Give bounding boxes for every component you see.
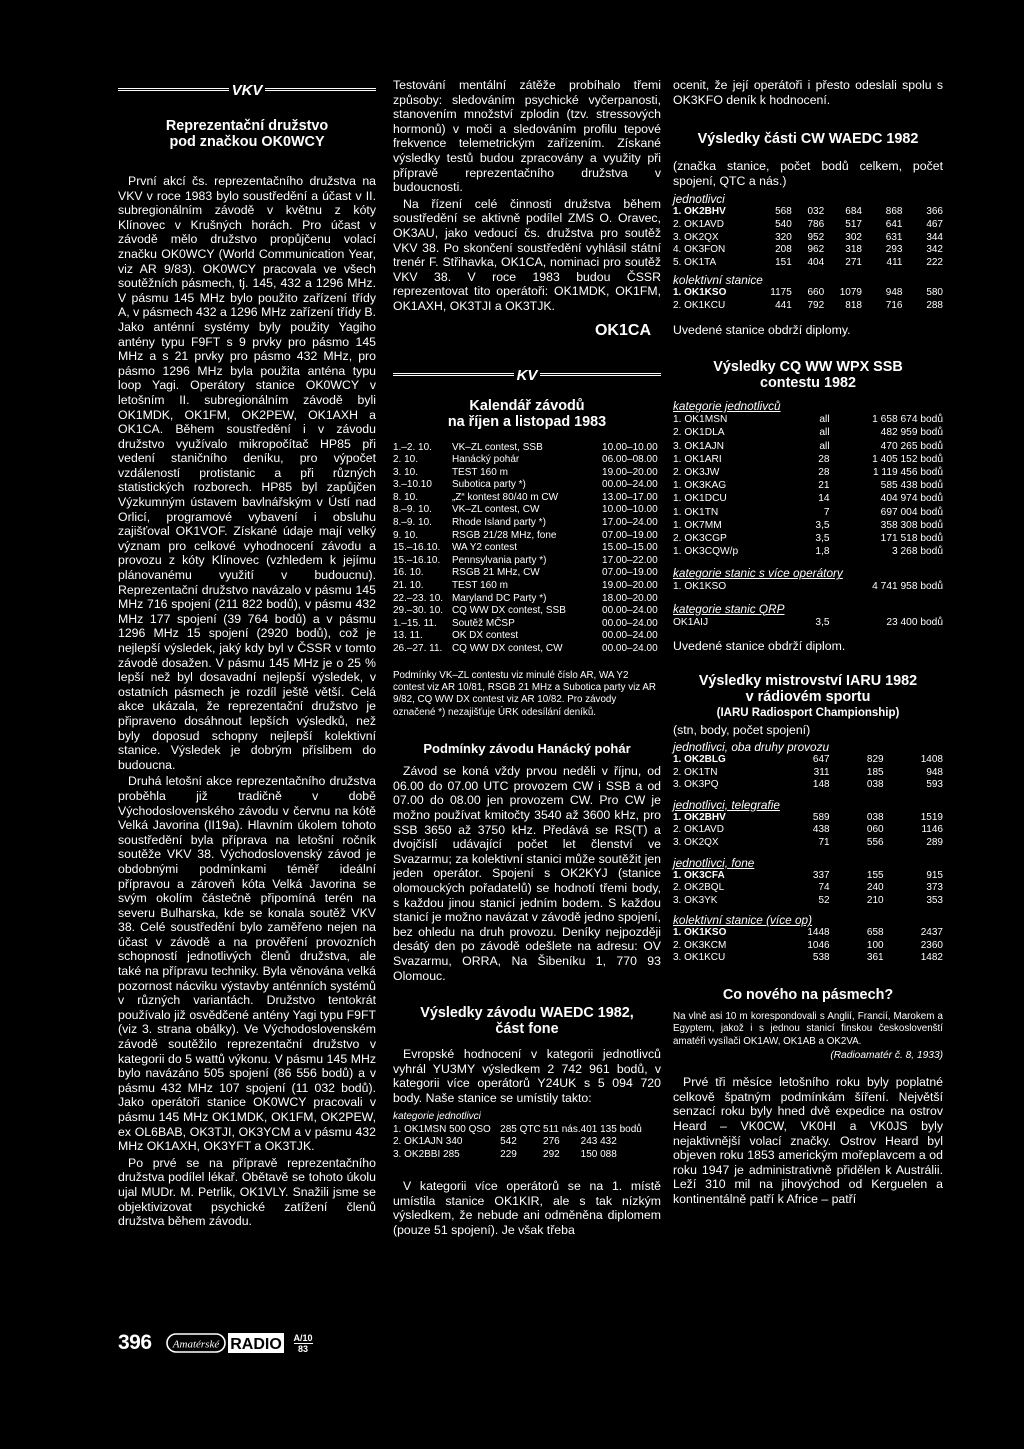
table-cell: 52 xyxy=(818,894,830,906)
table-row xyxy=(673,206,943,219)
table-cell: 1.–15. 11. xyxy=(393,617,437,629)
table-cell: 1. OK2BLG xyxy=(673,753,726,765)
table-cell: 1. OK3CQW/p xyxy=(673,546,739,558)
table-cell: 1.–2. 10. xyxy=(393,441,432,453)
table-cell: 318 xyxy=(845,244,862,256)
table-cell: 962 xyxy=(807,244,825,256)
issue-number: A/10 83 xyxy=(293,1332,313,1354)
table-row xyxy=(393,1136,661,1149)
table-cell: 2. OK1DLA xyxy=(673,427,725,439)
magazine-logo xyxy=(166,1331,286,1355)
table-cell: 868 xyxy=(885,206,903,218)
table-cell: WA Y2 contest xyxy=(451,542,517,554)
table-cell: 1 119 456 bodů xyxy=(872,466,943,478)
table-cell: 3,5 xyxy=(815,519,830,531)
table-cell: Hanácký pohár xyxy=(451,454,520,466)
table-cell: 3 268 bodů xyxy=(892,546,943,558)
table-cell: 1. OK3CFA xyxy=(673,869,725,881)
table-cell: 15.–16.10. xyxy=(393,554,441,566)
table-cell: 373 xyxy=(926,882,943,894)
table-cell: 00.00–24.00 xyxy=(602,605,658,617)
table-cell: 17.00–24.00 xyxy=(602,517,658,529)
page-number: 396 xyxy=(118,1331,152,1354)
table-row xyxy=(673,824,943,837)
table-cell: 1. OK2BHV xyxy=(673,206,726,218)
table-cell: 285 QTC xyxy=(500,1123,541,1135)
table-cell: 337 xyxy=(812,869,830,881)
category-label: kategorie stanic QRP xyxy=(673,601,785,616)
table-row xyxy=(673,492,943,505)
table-cell: 276 xyxy=(543,1136,560,1148)
table-cell: 2. OK1AVD xyxy=(673,218,724,230)
table-cell: 342 xyxy=(926,244,943,256)
table-cell: 641 xyxy=(885,218,903,230)
table-cell: 038 xyxy=(866,779,884,791)
paragraph: Prvé tři měsíce letošního roku byly poplatné celkově špatným podmínkám šíření. Největší senzací roku byly hned dvě expedice na ostrov Heard – VK0CW, VK0HI a VK0JS byly nejaktivnější volací značky. Ostrov Heard byl objeven roku 1853 americkým mořeplavcem a od roku 1947 je administrativně přidělen k Austrálii. Leží 310 mil na jihovýchod od Kerguelen a kontinentálně patří k Africe – patří xyxy=(673,1075,943,1207)
table-cell: 240 xyxy=(866,882,884,894)
paragraph: Na vlně asi 10 m korespondovali s Anglií, Francií, Marokem a Egyptem, jakož i s jednou stanicí finskou českoslovenští amatéři vysílači OK1AW, OK1AB a OK2VA. xyxy=(673,1011,943,1047)
table-cell: 28 xyxy=(818,466,830,478)
table-cell: 151 xyxy=(775,256,792,268)
table-cell: 404 974 bodů xyxy=(880,493,943,505)
table-cell: 585 438 bodů xyxy=(880,480,943,492)
table-cell: 26.–27. 11. xyxy=(393,643,443,654)
table-cell: 948 xyxy=(926,766,943,778)
table-cell: 647 xyxy=(812,753,830,765)
table-row xyxy=(393,517,661,530)
table-cell: 1. OK1KSO xyxy=(673,287,727,299)
table-cell: 401 135 bodů xyxy=(580,1123,642,1135)
table-cell: 568 xyxy=(775,206,792,218)
category-label: jednotlivci, oba druhy provozu xyxy=(673,739,830,754)
table-row xyxy=(673,940,943,953)
paragraph: (stn, body, počet spojení) xyxy=(673,723,811,738)
cw-table-individuals xyxy=(673,206,943,269)
table-cell: 100 xyxy=(866,939,884,951)
table-cell: 3. OK2QX xyxy=(673,836,719,848)
table-cell: 288 xyxy=(926,299,943,311)
table-cell: VK–ZL contest, CW xyxy=(451,504,540,516)
table-cell: Rhode Island party *) xyxy=(451,517,546,529)
table-cell: Soutěž MČSP xyxy=(451,617,515,629)
table-cell: 540 xyxy=(775,218,792,230)
table-cell: 1. OK1TN xyxy=(673,506,719,518)
table-cell: all xyxy=(819,427,830,439)
table-cell: 366 xyxy=(926,206,943,218)
table-cell: 07.00–19.00 xyxy=(602,529,658,541)
table-cell: 441 xyxy=(775,299,792,311)
table-cell: 311 xyxy=(813,766,830,778)
svg-text:RADIO: RADIO xyxy=(229,1336,282,1353)
table-cell: 3. OK1AJN xyxy=(673,440,724,452)
table-cell: 10.00–10.00 xyxy=(602,504,658,516)
table-cell: 467 xyxy=(926,218,943,230)
iaru-table-multi xyxy=(673,927,943,965)
table-cell: 2. OK3KCM xyxy=(673,939,727,951)
column-middle xyxy=(393,78,661,1240)
section-band-vkv xyxy=(118,82,376,98)
table-cell: 2437 xyxy=(920,927,943,939)
table-row xyxy=(393,454,661,467)
new-on-bands-title: Co nového na pásmech? xyxy=(722,987,894,1004)
table-cell: 1. OK1ARI xyxy=(673,453,722,465)
table-cell: 289 xyxy=(926,836,943,848)
table-cell: 482 959 bodů xyxy=(880,427,943,439)
table-cell: 593 xyxy=(926,779,943,791)
table-cell: 2360 xyxy=(920,939,943,951)
calendar-note: Podmínky VK–ZL contestu viz minulé číslo AR, WA Y2 contest viz AR 10/81, RSGB 21 MHz a Subotica party viz AR 9/82, CQ WW DX contest viz AR 10/82. Pro závody označené *) nezajišťuje ÚRK odesílání deníků. xyxy=(393,669,656,718)
paragraph: Na řízení celé činnosti družstva během soustředění se aktivně podílel ZMS O. Oravec, OK3AU, jako vedoucí čs. družstva pro soutěž VKV 38. Po skončení soustředění vyhlásil státní trenér F. Střihavka, OK1CA, nominaci pro soutěž VKV 38. V roce 1983 budou ČSSR reprezentovat tito operátoři: OK1MDK, OK1FM, OK1AXH, OK3TJI a OK3TJK. xyxy=(393,196,661,313)
table-cell: 00.00–24.00 xyxy=(602,630,658,642)
table-cell: 1,8 xyxy=(815,546,830,558)
table-cell: 3. OK2BBI 285 xyxy=(393,1148,460,1160)
iaru-table-cw xyxy=(673,812,943,850)
iaru-table-fone xyxy=(673,870,943,908)
table-cell: 3. OK1KCU xyxy=(673,952,726,964)
table-row xyxy=(673,545,943,558)
category-label: kategorie jednotlivci xyxy=(393,1110,481,1122)
table-cell: 952 xyxy=(807,231,825,243)
table-row xyxy=(393,618,661,631)
source-note: (Radioamatér č. 8, 1933) xyxy=(830,1050,943,1062)
table-cell: 17.00–22.00 xyxy=(602,554,658,566)
table-cell: 229 xyxy=(500,1148,517,1160)
table-cell: 5. OK1TA xyxy=(673,256,717,268)
table-cell: 915 xyxy=(926,869,943,881)
table-cell: 8. 10. xyxy=(393,491,419,503)
table-cell: 438 xyxy=(812,824,830,836)
table-row xyxy=(673,287,943,300)
table-cell: all xyxy=(819,414,830,426)
section-label: KV xyxy=(516,367,538,384)
table-row: 1. OK1KSO 4 741 958 bodů xyxy=(673,581,943,593)
table-cell: 786 xyxy=(807,218,825,230)
table-cell: 3. OK3YK xyxy=(673,894,718,906)
table-cell: 2. OK3CGP xyxy=(673,532,727,544)
table-row xyxy=(673,519,943,532)
table-cell: 631 xyxy=(885,231,903,243)
table-row xyxy=(393,630,661,643)
table-cell: 9. 10. xyxy=(393,529,419,541)
table-row xyxy=(393,442,661,455)
table-cell: 517 xyxy=(845,218,862,230)
table-cell: 2. OK2BQL xyxy=(673,882,725,894)
table-cell: 361 xyxy=(866,952,884,964)
table-cell: 28 xyxy=(818,453,830,465)
wpx-title: Výsledky CQ WW WPX SSB contestu 1982 xyxy=(713,359,903,392)
magazine-logo-mark xyxy=(166,1331,286,1355)
table-cell: 00.00–24.00 xyxy=(602,479,658,491)
table-cell: 293 xyxy=(885,244,903,256)
paragraph: Uvedené stanice obdrží diplom. xyxy=(673,638,846,653)
table-cell: 06.00–08.00 xyxy=(602,454,658,466)
table-cell: 2. 10. xyxy=(393,454,419,466)
table-cell: CQ WW DX contest, CW xyxy=(451,643,563,654)
author-sign: OK1CA xyxy=(594,321,651,339)
table-cell: 155 xyxy=(866,869,884,881)
table-cell: 1. OK1MSN xyxy=(673,414,728,426)
table-row xyxy=(673,882,943,895)
table-row xyxy=(673,927,943,940)
table-row xyxy=(393,479,661,492)
table-cell: 07.00–19.00 xyxy=(602,567,658,579)
table-cell: 00.00–24.00 xyxy=(602,643,658,654)
category-label: jednotlivci, fone xyxy=(673,855,755,870)
table-cell: 470 265 bodů xyxy=(880,440,943,452)
table-cell: 150 088 xyxy=(580,1148,617,1160)
table-cell: 580 xyxy=(926,287,943,299)
table-cell: 13.00–17.00 xyxy=(602,491,658,503)
table-cell: 1408 xyxy=(920,753,943,765)
table-cell: 1448 xyxy=(807,927,830,939)
table-cell: 353 xyxy=(926,894,943,906)
table-row xyxy=(673,244,943,257)
table-cell: 538 xyxy=(812,952,830,964)
table-row xyxy=(673,426,943,439)
calendar-title: Kalendář závodů na říjen a listopad 1983 xyxy=(447,397,607,430)
table-cell: 15.00–15.00 xyxy=(602,542,658,554)
table-cell: 716 xyxy=(885,299,903,311)
table-cell: 14 xyxy=(818,493,830,505)
paragraph: První akcí čs. reprezentačního družstva na VKV v roce 1983 bylo soustředění a účast v II. subregionálním závodě v květnu z kóty Klínovec v Krušných horách. Pro účast v závodě mělo družstvo propůjčenu volací značku OK0WCY (World Communication Year, viz AR 9/83). OK0WCY pracovala ve všech soutěžních pásmech, tj. 145, 432 a 1296 MHz. V pásmu 145 MHz bylo použito zařízení třídy A, v pásmech 432 a 1296 MHz zařízení třídy B. Jako anténní systémy byly použity Yagiho antény typu F9FT s 9 prvky pro pásmo 145 MHz a s 21 prvky pro pásmo 432 MHz, pro pásmo 1296 MHz byla použita anténa typu loop Yagi. Operátory stanice OK0WCY v letošním II. subregionálním závodě byli OK1MDK, OK1FM, OK2PEW, OK1AXH a OK1CA. Během soustředění i v závodu družstvo využívalo mikropočítač HP85 při vedení staničního deníku, pro výpočet vzdáleností protistanic a při různých statistických rozborech. HP85 byl zapůjčen Výzkumným ústavem bavlnářským v Ústí nad Orlicí, programové vybavení i obsluhu zajišťoval OK1VOF. Získané údaje mají velký význam pro celkové vyhodnocení závodu a provozu z kóty Klínovec (vzhledem k jejímu plánovanému využití v budoucnu). Reprezentační družstvo navázalo v pásmu 145 MHz 716 spojení (211 822 bodů), v pásmu 432 MHz 177 spojení (39 764 bodů) a v pásmu 1296 MHz 15 spojení (2920 bodů), což je nejlepší výsledek, jaký kdy byl v ČSSR v tomto závodě dosažen. V pásmu 145 MHz je o 25 % lepší než byl dosavadní nejlepší výsledek, v ostatních pásmech je rozdíl ještě větší. Celá akce ukázala, že reprezentační družstvo je připraveno dosáhnout lepších výsledků, než byly doposud schopny nejlepší kolektivní stanice. Výsledek je dobrým příslibem do budoucna. xyxy=(118,174,376,772)
table-cell: 8.–9. 10. xyxy=(393,504,432,516)
table-cell: 19.00–20.00 xyxy=(602,466,658,478)
table-cell: 1482 xyxy=(920,952,943,964)
table-row xyxy=(393,467,661,480)
table-cell: 3. OK2QX xyxy=(673,231,719,243)
page-footer xyxy=(118,1328,376,1358)
svg-text:Amatérské: Amatérské xyxy=(172,1338,219,1351)
table-cell: 185 xyxy=(866,766,884,778)
table-cell: 2. OK1KCU xyxy=(673,299,726,311)
table-row xyxy=(673,812,943,825)
table-cell: 3. 10. xyxy=(393,466,419,478)
table-cell: 1. OK1DCU xyxy=(673,493,727,505)
table-cell: „Z“ kontest 80/40 m CW xyxy=(451,491,559,503)
table-row xyxy=(673,300,943,313)
table-cell: 1. OK1KSO xyxy=(673,927,727,939)
paragraph: Závod se koná vždy prvou neděli v říjnu, od 06.00 do 07.00 UTC provozem CW i SSB a od 07.00 do 08.00 jen provozem CW. Pro CW je možno používat kmitočty 3540 až 3600 kHz, pro SSB 3650 až 3750 kHz. Předává se RS(T) a dvojčíslí udávající počet let členství ve Svazarmu; za kolektivní stanici může soutěžit jen jeden operátor. Spojení s OK2KYJ (stanice olomouckých pořadatelů) se hodnotí třemi body, s každou jinou stanicí jedním bodem. S každou stanicí je možno navázat v závodě jedno spojení, bez ohledu na druh provozu. Deníky nejpozději desátý den po závodě odešlete na adresu: OV Svazarmu, ORRA, Na Šibeníku 1, 770 93 Olomouc. xyxy=(393,764,661,983)
table-cell: 13. 11. xyxy=(393,630,423,642)
table-cell: 2. OK1AJN 340 xyxy=(393,1136,463,1148)
table-cell: CQ WW DX contest, SSB xyxy=(451,605,566,617)
table-row xyxy=(393,555,661,568)
table-cell: 792 xyxy=(807,299,825,311)
table-row xyxy=(673,479,943,492)
table-cell: 1 658 674 bodů xyxy=(872,414,943,426)
wpx-multi-table xyxy=(673,580,943,593)
table-cell: 15.–16.10. xyxy=(393,542,441,554)
paragraph: Evropské hodnocení v kategorii jednotlivců vyhrál YU3MY výsledkem 2 742 961 bodů, v kategorii více operátorů Y24UK s 5 094 720 body. Naše stanice se umístily takto: xyxy=(393,1047,661,1105)
table-cell: 358 308 bodů xyxy=(880,519,943,531)
table-cell: 29.–30. 10. xyxy=(393,605,444,617)
table-cell: 542 xyxy=(500,1136,517,1148)
cw-table-collective xyxy=(673,287,943,312)
table-cell: 3.–10.10 xyxy=(393,479,432,491)
table-cell: TEST 160 m xyxy=(451,466,508,478)
table-cell: 511 nás. xyxy=(543,1123,581,1135)
table-cell: 292 xyxy=(543,1148,560,1160)
table-cell: 2. OK1AVD xyxy=(673,824,724,836)
table-cell: 1175 xyxy=(770,287,792,299)
table-row xyxy=(673,466,943,479)
calendar-table xyxy=(393,442,661,656)
table-cell: 697 004 bodů xyxy=(880,506,943,518)
table-cell: 060 xyxy=(866,824,884,836)
category-label: jednotlivci xyxy=(673,192,725,207)
table-cell: 1. OK3KAG xyxy=(673,480,727,492)
table-row xyxy=(673,219,943,232)
table-row xyxy=(673,837,943,850)
table-row: OK1AIJ 3,5 23 400 bodů xyxy=(673,616,943,628)
table-cell: 302 xyxy=(845,231,862,243)
table-row xyxy=(393,605,661,618)
table-cell: VK–ZL contest, SSB xyxy=(451,441,543,453)
table-cell: 556 xyxy=(866,836,884,848)
paragraph: V kategorii více operátorů se na 1. místě umístila stanice OK1KIR, ale s tak nízkým výsledkem, že nebude ani odměněna diplomem (pouze 51 spojení). Je však třeba xyxy=(393,1179,661,1238)
table-row xyxy=(673,767,943,780)
table-row xyxy=(673,754,943,767)
table-cell: RSGB 21/28 MHz, fone xyxy=(451,529,557,541)
table-cell: 21 xyxy=(818,480,830,492)
table-cell: 22.–23. 10. xyxy=(393,592,444,604)
table-cell: Subotica party *) xyxy=(451,479,526,491)
table-cell: 1519 xyxy=(920,811,943,823)
waedc-title: Výsledky závodu WAEDC 1982, část fone xyxy=(420,1005,634,1038)
category-label: kategorie stanic s více operátory xyxy=(673,566,843,581)
table-cell: 1. OK2BHV xyxy=(673,811,726,823)
table-row xyxy=(673,506,943,519)
table-cell: 032 xyxy=(807,206,825,218)
table-cell: 660 xyxy=(807,287,825,299)
table-cell: 74 xyxy=(818,882,830,894)
table-cell: 171 518 bodů xyxy=(880,532,943,544)
table-cell: 243 432 xyxy=(580,1136,617,1148)
table-row xyxy=(673,870,943,883)
table-cell: 271 xyxy=(845,256,862,268)
table-cell: 1046 xyxy=(807,939,830,951)
table-row xyxy=(393,593,661,606)
table-row xyxy=(673,440,943,453)
section-band-kv xyxy=(393,368,661,384)
category-label: kategorie jednotlivců xyxy=(673,399,781,414)
table-cell: 2. OK3JW xyxy=(673,466,720,478)
table-cell: 222 xyxy=(926,256,943,268)
table-cell: 00.00–24.00 xyxy=(602,617,658,629)
table-row xyxy=(393,567,661,580)
category-label: kolektivní stanice (více op) xyxy=(673,913,812,928)
table-cell: 18.00–20.00 xyxy=(602,592,658,604)
iaru-title: Výsledky mistrovství IARU 1982 v rádiovém sportu (IARU Radiosport Championship) xyxy=(698,673,918,720)
table-cell: 4. OK3FON xyxy=(673,244,726,256)
table-cell: 71 xyxy=(818,836,830,848)
paragraph: Uvedené stanice obdrží diplomy. xyxy=(673,322,851,337)
table-row xyxy=(673,952,943,965)
paragraph: ocenit, že její operátoři i přesto odeslali spolu s OK3KFO deník k hodnocení. xyxy=(673,78,943,107)
table-cell: 1. OK1MSN 500 QSO xyxy=(393,1123,491,1135)
table-row xyxy=(673,413,943,426)
table-row xyxy=(393,504,661,517)
table-cell: TEST 160 m xyxy=(451,580,508,592)
column-left xyxy=(118,78,376,1231)
table-cell: 948 xyxy=(885,287,903,299)
table-cell: 210 xyxy=(866,894,884,906)
table-cell: 829 xyxy=(866,753,884,765)
table-cell: 818 xyxy=(845,299,862,311)
table-cell: 21. 10. xyxy=(393,580,424,592)
table-cell: 148 xyxy=(812,779,830,791)
table-cell: 320 xyxy=(775,231,792,243)
cw-results-title: Výsledky části CW WAEDC 1982 xyxy=(697,131,919,148)
table-cell: 16. 10. xyxy=(393,567,424,579)
table-cell: 1146 xyxy=(921,824,943,836)
paragraph: (značka stanice, počet bodů celkem, počet spojení, QTC a nás.) xyxy=(673,159,943,188)
column-right xyxy=(673,78,943,1209)
table-cell: 19.00–20.00 xyxy=(602,580,658,592)
table-cell: 404 xyxy=(807,256,825,268)
table-cell: 3,5 xyxy=(815,532,830,544)
table-cell: 8.–9. 10. xyxy=(393,517,432,529)
table-row xyxy=(393,1149,661,1162)
section-label: VKV xyxy=(231,81,263,99)
waedc-table xyxy=(393,1124,661,1162)
table-cell: 411 xyxy=(886,256,903,268)
table-cell: Maryland DC Party *) xyxy=(451,592,547,604)
table-row xyxy=(673,453,943,466)
paragraph: Druhá letošní akce reprezentačního družstva proběhla již tradičně v době Východoslovenského závodu v červnu na kótě Velká Javorina (II19a). Hlavním úkolem tohoto soustředění byla příprava na letošní ročník soutěže VKV 38. Východoslovenský závod je obdobnými podmínkami téměř ideální přípravou a zároveň kóta Velká Javorina se svým okolím částečně připomíná terén na severu Bulharska, kde se konala soutěž VKV 38. Celé soustředění bylo zaměřeno nejen na účast v závodě a na prověření provozních schopností jednotlivých členů družstva, ale také na přípravu techniky. Byla věnována velká pozornost nácviku výstavby anténních systémů v různých variantách. Družstvo tentokrát používalo již osvědčené antény Yagi typu F9FT (viz 3. strana obálky). Ve Východoslovenském závodě soutěžilo reprezentační družstvo v kategorii do 5 wattů výkonu. V pásmu 145 MHz bylo navázáno 505 spojení (86 556 bodů) a v pásmu 432 MHz 107 spojení (11 032 bodů). Jako operátoři stanice OK0WCY pracovali v pásmu 145 MHz OK1MDK, OK1FM, OK2PEW, ex OL6BAB, OK3TJI, OK3YCM a v pásmu 432 MHz OK1AXH, OK3YFT a OK3TJK. xyxy=(118,774,376,1154)
table-row xyxy=(673,779,943,792)
hanacky-title: Podmínky závodu Hanácký pohár xyxy=(423,741,631,757)
table-cell: 038 xyxy=(866,811,884,823)
paragraph: Po prvé se na přípravě reprezentačního družstva podílel lékař. Obětavě se tohoto úkolu ujal MUDr. M. Petrlik, OK1VLY. Snažili jsme se objektivizovat psychické zatížení členů družstva během závodu. xyxy=(118,1155,376,1229)
table-cell: 1079 xyxy=(839,287,862,299)
table-cell: 658 xyxy=(866,927,884,939)
table-cell: Pennsylvania party *) xyxy=(451,554,547,566)
table-row xyxy=(393,1124,661,1137)
table-cell: 684 xyxy=(845,206,862,218)
table-cell: 589 xyxy=(812,811,830,823)
table-row xyxy=(673,532,943,545)
table-row xyxy=(393,530,661,543)
paragraph: Testování mentální zátěže probíhalo třemi způsoby: sledováním psychické vyčerpanosti, stanovením množství zplodin (tzv. stressových hormonů) v moči a sledováním profilu tepové frekvence telemetrickým zařízením. Získané výsledky testů budou zpracovány a využity při přípravě reprezentačního družstva v budoucnosti. xyxy=(393,78,661,195)
table-cell: RSGB 21 MHz, CW xyxy=(451,567,540,579)
table-row xyxy=(393,580,661,593)
table-cell: 3. OK3PQ xyxy=(673,779,719,791)
table-cell: 344 xyxy=(926,231,943,243)
table-row xyxy=(673,895,943,908)
table-row xyxy=(673,232,943,245)
article-title: Reprezentační družstvo pod značkou OK0WCY xyxy=(165,118,329,150)
table-cell: 7 xyxy=(823,506,830,518)
wpx-table xyxy=(673,413,943,558)
table-cell: 2. OK1TN xyxy=(673,766,718,778)
table-cell: 1. OK7MM xyxy=(673,519,722,531)
table-row xyxy=(393,643,661,656)
category-label: kolektivní stanice xyxy=(673,273,763,288)
table-cell: 10.00–10.00 xyxy=(602,441,658,453)
table-row xyxy=(393,492,661,505)
table-cell: 1 405 152 bodů xyxy=(872,453,943,465)
table-row xyxy=(393,542,661,555)
wpx-qrp-table xyxy=(673,616,943,629)
table-row xyxy=(673,257,943,270)
category-label: jednotlivci, telegrafie xyxy=(673,797,780,812)
table-cell: 208 xyxy=(775,244,792,256)
table-cell: all xyxy=(819,440,830,452)
iaru-table-both xyxy=(673,754,943,792)
table-cell: OK DX contest xyxy=(451,630,519,642)
